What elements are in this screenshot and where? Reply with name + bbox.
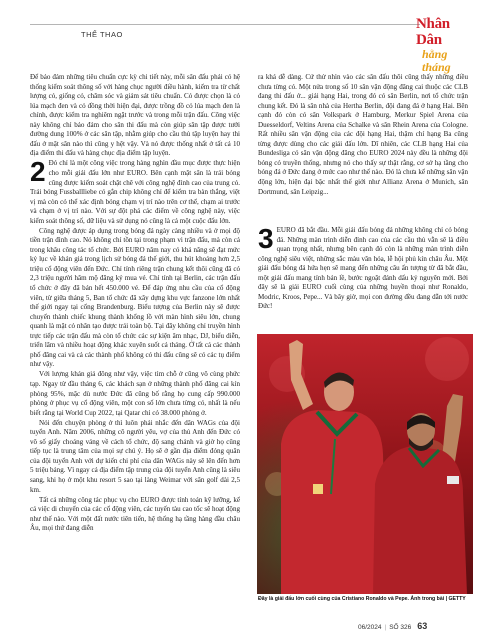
paragraph: Với lượng khán giả đông như vậy, việc tìm chỗ ở cũng vô cùng phức tạp. Ngay từ đầu tháng 6, các khách sạn ở những thành phố đăng cai kín phòng 95%, mặc dù nước Đức đã cũng bố rằng họ cung cấp 990.000 phòng ở phục vụ cổ động viên, một con số lớn chưa từng có, nhất là nếu biết rằng tại World Cup 2022, tại Qatar chỉ có 38.000 phòng ở. <box>30 370 240 417</box>
page-number: 63 <box>417 621 428 631</box>
left-column <box>30 73 240 534</box>
paragraph: Tất cả những công tác phục vụ cho EURO được tính toán kỹ lưỡng, kể cả việc di chuyển của các cổ động viên, các tuyến tàu cao tốc sẽ hoạt động như thế nào. Với một đất nước tiên tiến, hệ thống hạ tầng hàng đầu châu Âu, mọi thứ đang diễn <box>30 495 240 533</box>
page-header <box>0 0 500 74</box>
header-rule <box>30 24 420 25</box>
paragraph-text: EURO đã bắt đầu. Mỗi giải đấu bóng đá những không chỉ có bóng đá. Những màn trình diễn đỉnh cao của các cầu thủ vẫn sẽ là điều quan trọng nhất, nhưng bên cạnh đó còn là những màn trình diễn công nghệ siêu việt, những sắc màu văn hóa, lễ hội phủ kín châu Âu. Một giải đấu bóng đá hứa hẹn sẽ mang đến những câu ấn tượng từ đã bắt đầu, một giải đấu mang tính bản lề, bước ngoặt đánh dấu kỷ nguyên mới. Bởi đây sẽ là giải EURO cuối cùng của những huyền thoại như Ronaldo, Modric, Kroos, Pepe... Và bây giờ, mọi con đường đều đang dẫn tới nước Đức! <box>258 226 468 311</box>
dropcap-number: 2 <box>30 156 46 188</box>
paragraph: Để bảo đảm những tiêu chuẩn cực kỳ chi tiết này, mỗi sân đấu phải có hệ thống kiểm soát thông số với hàng chục người điều hành, kiểm tra từ chất lượng cỏ, giống cỏ, chăm sóc và giám sát tiêu chuẩn. Cỏ được chọn là cỏ lúa mạch đen và cỏ đồng thời hiện đại, được trồng đồ cỏ lúa mạch đen là chính, được kiểm tra nghiêm ngặt trước và trong mỗi trận đấu. Công việc này không chỉ bảo đảm cho sân thi đấu mà còn giúp sân tập được tưới đường dung 100% ở các sân tập, nhằm giúp cho cầu thủ tập luyện hay thi đấu ở mặt sân nào thì cũng y hệt vậy. Và nó được thống nhất ở tất cả 10 địa điểm thi đấu và hàng chục địa điểm tập luyện. <box>30 73 240 158</box>
issue-number: SỐ 326 <box>389 624 412 631</box>
players-photo <box>257 334 473 594</box>
section-label: THỂ THAO <box>81 30 123 39</box>
photo-caption: Đây là giải đấu lớn cuối cùng của Cristiano Ronaldo và Pepe. Ảnh trong bài | GETTY <box>258 596 466 602</box>
logo-subtitle: hằng tháng <box>422 47 451 74</box>
paragraph: Công nghệ được áp dụng trong bóng đá ngày càng nhiều và ở mọi độ tiền trận đình cao. Nó không chỉ tồn tại trong phạm vi trận đấu, mà còn cả trong khâu công tác tổ chức. Bởi EURO năm nay có khả năng sẽ đạt mức kỷ lục về khán giả trong lịch sử bóng đá thế giới, thu hút khoảng hơn 2,5 triệu cổ động viên đến Đức. Chỉ tính riêng trận chung kết thôi cũng đã có 2,3 triệu người hâm mộ đăng ký mua vé. Chỉ tính tại Berlin, các trận đấu tổ chức ở đây đã bán hết 450.000 vé. Để đáp ứng nhu cầu của cổ động viên, từ giữa tháng 5, Ban tổ chức đã xây dựng khu vực fanzone lớn nhất thế giới ngay tại cổng Brandenburg. Biểu tượng của Berlin này sẽ được chuyển thành chiếc khung thành khổng lồ với màn hình siêu lớn, chung quanh là mặt cỏ nhân tạo được trải toàn bộ. Tại đây không chỉ truyền hình trực tiếp các trận đấu mà còn tổ chức các sự kiện âm nhạc, DJ, biểu diễn, triển lãm và nhiều hoạt động khác xuyên suốt cả tháng. Ở tất cả các thành phố đăng cai và cả các thành phố không có thi đấu cũng sẽ có các tụ điểm như vậy. <box>30 226 240 369</box>
dropcap-number: 3 <box>258 223 274 254</box>
logo-title: Nhân Dân <box>416 16 450 48</box>
page-footer <box>358 621 427 631</box>
paragraph-with-dropcap <box>30 156 240 226</box>
paragraph-with-dropcap <box>258 223 468 312</box>
right-column-top <box>258 73 468 198</box>
players-illustration <box>257 334 473 594</box>
footer-separator: | <box>384 624 387 631</box>
nhandan-logo <box>416 16 474 74</box>
paragraph-text: Đó chỉ là một công việc trong hàng nghìn đầu mục được thực hiện cho mỗi giải đấu lớn như EURO. Bên cạnh mặt sân là trái bóng cũng được kiểm soát chặt chẽ với công nghệ đỉnh cao của trung cỏ. Trái bóng Fussballliebe có gắn chip không chỉ để kiểm tra bàn thắng, việt vị mà còn có thể xác định bóng chạm vị trí nào trên cơ thể, chạm ai trước và chạm ở vị trí nào. Với sự đột phá các điểm về công nghệ này, việc kiểm soát thông số, dữ liệu và sử dụng nó cũng là cả một cuộc đấu lớn. <box>30 159 240 225</box>
issue-date: 06/2024 <box>358 624 382 631</box>
right-column-section-3 <box>258 223 468 312</box>
paragraph: Nói đến chuyện phòng ở thì luôn phải nhắc đến dân WAGs của đội tuyển Anh. Năm 2006, những cô người yêu, vợ của thủ Anh đến Đức có vô số giấy choáng váng về cách tổ chức, độ sang chảnh và giờ họ cũng tiếp tục là trung tâm của mọi sự chú ý. Họ sẽ ở gần địa điểm đóng quân của đội tuyển Anh với dự kiến chi phí của dân WAGs này sẽ lên đến hơn 5 triệu bảng. Vì ngay cả địa điểm tập trung của đội tuyển Anh cũng là siêu sang, khi họ ở một khu resort 5 sao tại làng Weimar với sân golf dài 2,5 km. <box>30 418 240 494</box>
paragraph: ra khá dễ dàng. Cứ thử nhìn vào các sân đấu thôi cũng thấy những điều chưa từng có. Một nửa trong số 10 sân vận động đăng cai thuộc các CLB đang thi đấu ở... giải hạng Hai, trong đó có sân Berlin, nơi tổ chức trận chung kết. Đó là sân nhà của Hertha Berlin, đội đang đá ở hạng Hai. Bên cạnh đó còn có sân Volkspark ở Hamburg, Merkur Spiel Arena của Duesseldorf, Veltins Arena của Schalke và sân Rhein Arena của Cologne. Rất nhiều sân vận động của các đội hạng Hai, thậm chí hạng Ba cũng từng được dùng cho các giải đấu lớn. Dĩ nhiên, các CLB hạng Hai của Bundesliga có sân vận động đăng cho EURO 2024 này đều là những đội bóng có truyền thống, nhưng nó cho thấy sự thật rằng, cơ sở hạ tầng cho bóng đá ở Đức đang ở mức cao như thế nào. Đó là chưa kể những sân vận động lớn, hiện đại bậc nhất thế giới như Allianz Arena ở Munich, sân Dortmund, sân Leipzig... <box>258 73 468 196</box>
